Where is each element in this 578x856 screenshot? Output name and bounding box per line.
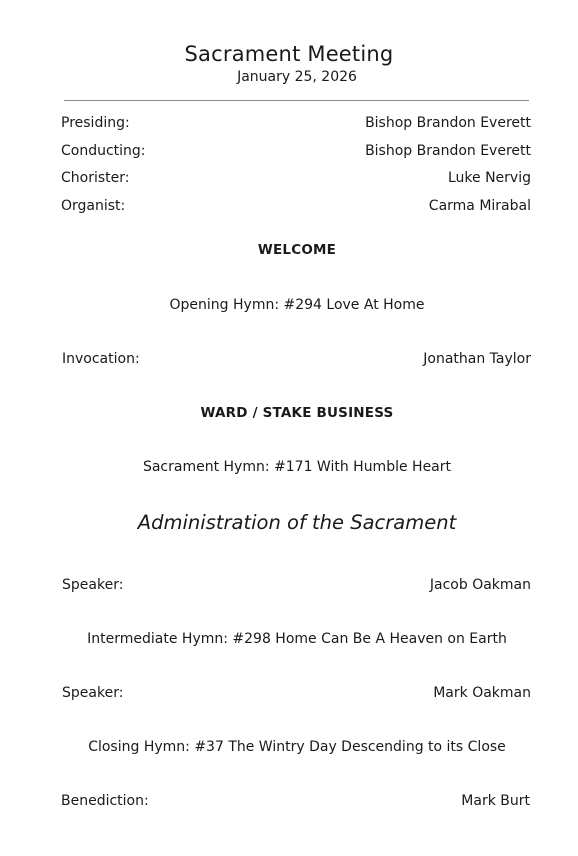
intermediate-hymn: Intermediate Hymn: #298 Home Can Be A Heaven on Earth xyxy=(87,631,507,647)
invocation-row xyxy=(62,351,531,371)
opening-hymn: Opening Hymn: #294 Love At Home xyxy=(169,297,425,313)
sacrament-heading: Administration of the Sacrament xyxy=(137,511,457,534)
officer-label: Chorister: xyxy=(61,170,130,186)
benediction-name: Mark Burt xyxy=(461,793,530,809)
invocation-label: Invocation: xyxy=(62,351,140,367)
sacrament-hymn: Sacrament Hymn: #171 With Humble Heart xyxy=(142,459,452,475)
business-heading: WARD / STAKE BUSINESS xyxy=(200,405,394,421)
benediction-row xyxy=(61,793,530,813)
invocation-name: Jonathan Taylor xyxy=(423,351,531,367)
officer-row-conducting xyxy=(61,143,531,163)
officer-label: Conducting: xyxy=(61,143,146,159)
officer-label: Presiding: xyxy=(61,115,130,131)
meeting-date: January 25, 2026 xyxy=(237,69,357,85)
header-divider xyxy=(64,100,529,101)
speaker-label: Speaker: xyxy=(62,685,124,701)
officer-row-presiding xyxy=(61,115,531,135)
speaker-name: Jacob Oakman xyxy=(429,577,531,593)
closing-hymn: Closing Hymn: #37 The Wintry Day Descending to its Close xyxy=(88,739,506,755)
officer-name: Carma Mirabal xyxy=(428,198,531,214)
speaker-row-1 xyxy=(62,577,531,597)
benediction-label: Benediction: xyxy=(61,793,149,809)
welcome-heading: WELCOME xyxy=(257,242,337,258)
officer-name: Bishop Brandon Everett xyxy=(365,115,531,131)
speaker-label: Speaker: xyxy=(62,577,124,593)
officer-name: Bishop Brandon Everett xyxy=(365,143,531,159)
speaker-name: Mark Oakman xyxy=(433,685,531,701)
officer-row-chorister xyxy=(61,170,531,190)
speaker-row-2 xyxy=(62,685,531,705)
page-title: Sacrament Meeting xyxy=(184,42,394,66)
officer-row-organist xyxy=(61,198,531,218)
officer-name: Luke Nervig xyxy=(447,170,531,186)
officer-label: Organist: xyxy=(61,198,126,214)
